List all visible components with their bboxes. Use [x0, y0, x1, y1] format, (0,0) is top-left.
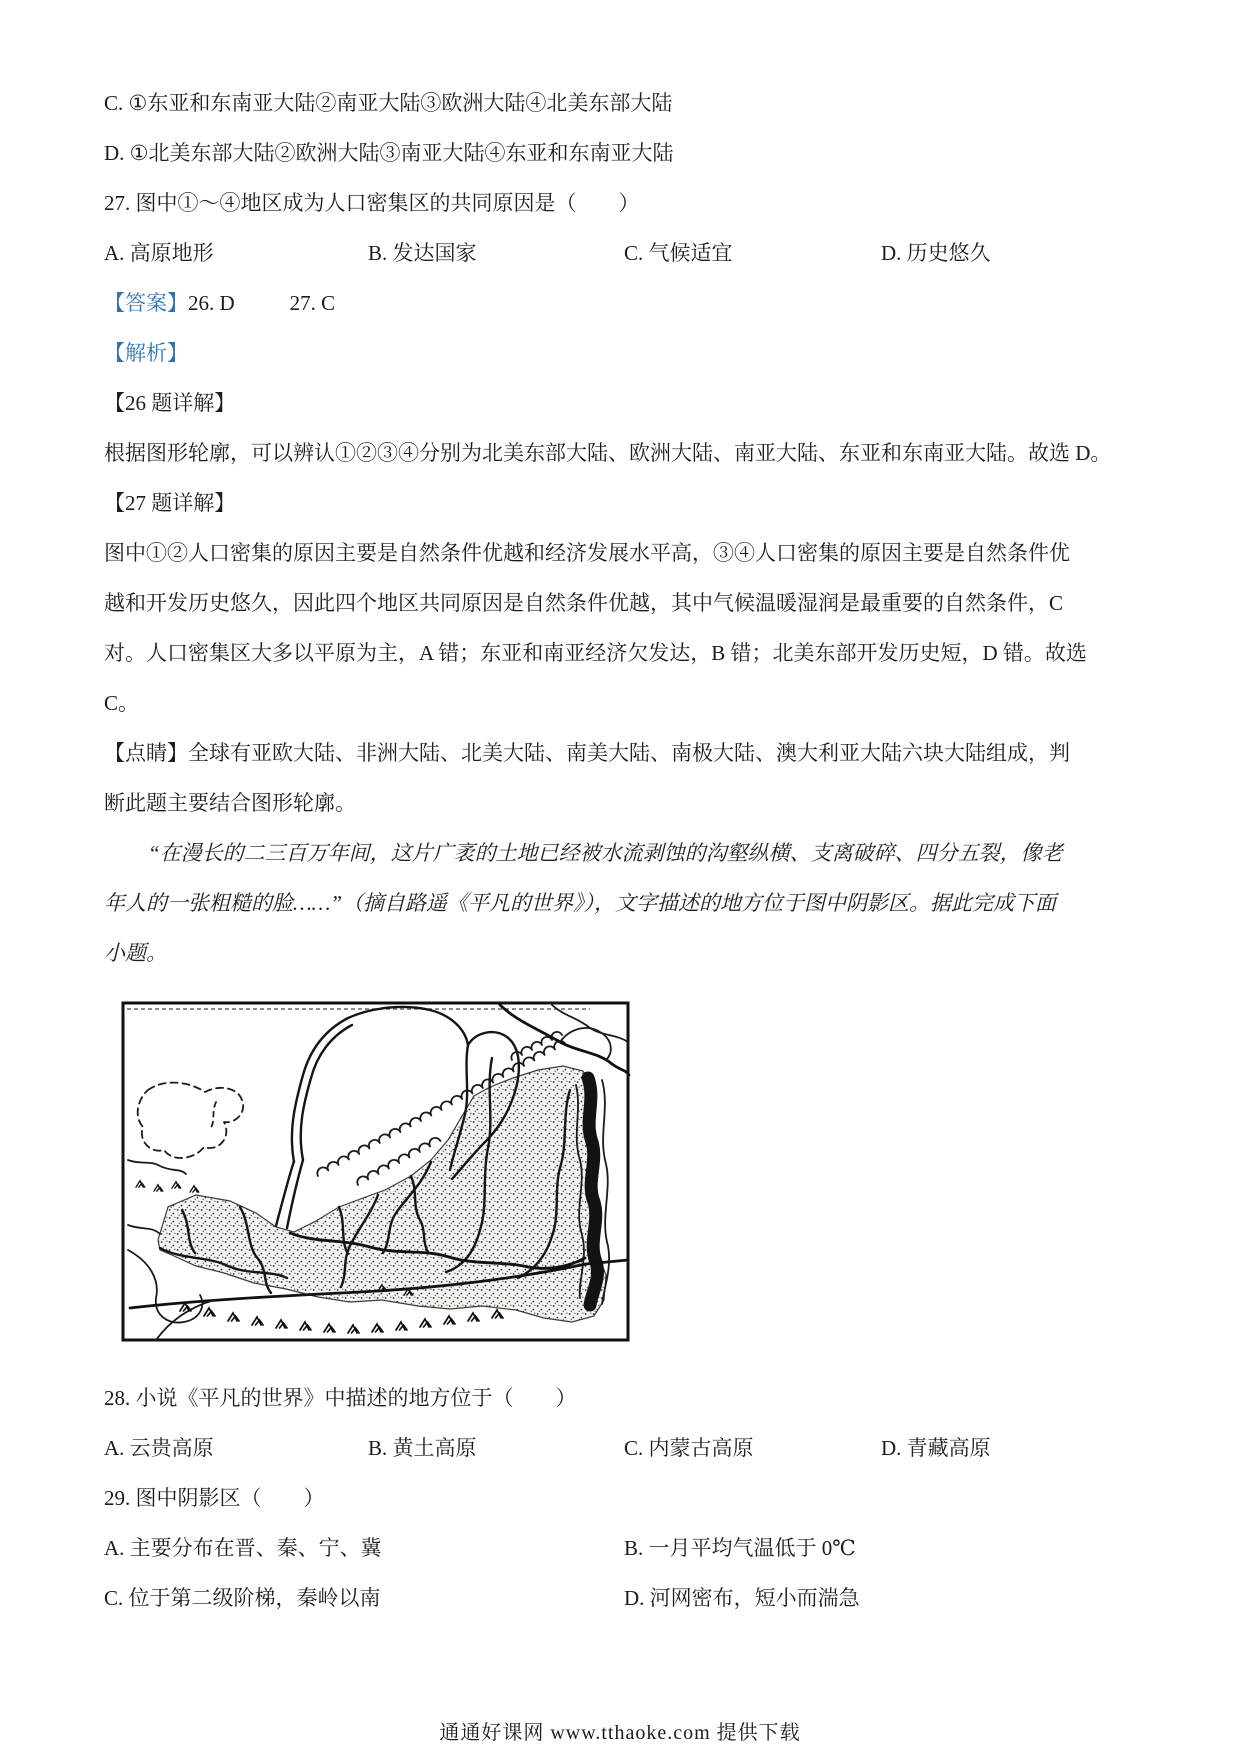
- q28-stem: 28. 小说《平凡的世界》中描述的地方位于（ ）: [104, 1386, 577, 1410]
- tip-text-1: 全球有亚欧大陆、非洲大陆、北美大陆、南美大陆、南极大陆、澳大利亚大陆六块大陆组成，判: [188, 741, 1070, 765]
- tip-line-1: [104, 728, 1144, 778]
- detail27-line-1: 图中①②人口密集的原因主要是自然条件优越和经济发展水平高，③④人口密集的原因主要是自然条件优: [104, 541, 1070, 565]
- q29-option-a: A. 主要分布在晋、秦、宁、冀: [104, 1536, 382, 1560]
- q29-options-row-2: [104, 1573, 1144, 1623]
- q26-option-c: C. ①东亚和东南亚大陆②南亚大陆③欧洲大陆④北美东部大陆: [104, 91, 673, 115]
- q27-option-d: D. 历史悠久: [881, 241, 991, 265]
- analysis-heading: [104, 328, 1144, 378]
- detail27-line-4: C。: [104, 691, 140, 715]
- detail27-heading: 【27 题详解】: [104, 491, 236, 515]
- detail27-line-3: 对。人口密集区大多以平原为主，A 错；东亚和南亚经济欠发达，B 错；北美东部开发历史短，D 错。故选: [104, 641, 1087, 665]
- q28-option-b: B. 黄土高原: [368, 1436, 477, 1460]
- loess-plateau-map: [120, 1000, 631, 1343]
- detail27-line-2: 越和开发历史悠久，因此四个地区共同原因是自然条件优越，其中气候温暖湿润是最重要的自然条件，C: [104, 591, 1064, 615]
- q28-option-c: C. 内蒙古高原: [624, 1436, 754, 1460]
- q27-option-c: C. 气候适宜: [624, 241, 733, 265]
- analysis-tag: 【解析】: [104, 341, 188, 365]
- question-figure: [120, 1000, 1144, 1343]
- detail26-heading: 【26 题详解】: [104, 391, 236, 415]
- answer-line: [104, 278, 1144, 328]
- q27-stem: 27. 图中①～④地区成为人口密集区的共同原因是（ ）: [104, 191, 640, 215]
- q27-option-a: A. 高原地形: [104, 241, 214, 265]
- q29-option-c: C. 位于第二级阶梯，秦岭以南: [104, 1586, 381, 1610]
- q29-option-b: B. 一月平均气温低于 0℃: [624, 1536, 856, 1560]
- answer-q27: 27. C: [289, 291, 336, 315]
- passage-line-2: 年人的一张粗糙的脸……”（摘自路遥《平凡的世界》），文字描述的地方位于图中阴影区。据此完成下面: [104, 891, 1057, 915]
- watermark-footer: 通通好课网 www.tthaoke.com 提供下载: [439, 1722, 801, 1744]
- q28-option-a: A. 云贵高原: [104, 1436, 214, 1460]
- q28-option-d: D. 青藏高原: [881, 1436, 991, 1460]
- desert-outline: [138, 1083, 243, 1158]
- left-mountains: [136, 1181, 199, 1192]
- tip-line-2: 断此题主要结合图形轮廓。: [104, 791, 356, 815]
- q29-option-d: D. 河网密布，短小而湍急: [624, 1586, 860, 1610]
- q27-options-row: [104, 228, 1144, 278]
- q28-options-row: [104, 1423, 1144, 1473]
- passage-line-1: “在漫长的二三百万年间，这片广袤的土地已经被水流剥蚀的沟壑纵横、支离破碎、四分五裂，像老: [148, 841, 1063, 865]
- answer-q26: 26. D: [188, 291, 235, 315]
- q27-option-b: B. 发达国家: [368, 241, 477, 265]
- tip-tag: 【点睛】: [104, 741, 188, 765]
- detail26-text: 根据图形轮廓，可以辨认①②③④分别为北美东部大陆、欧洲大陆、南亚大陆、东亚和东南亚大陆。故选 D。: [104, 441, 1112, 465]
- answer-tag: 【答案】: [104, 291, 188, 315]
- q26-option-d: D. ①北美东部大陆②欧洲大陆③南亚大陆④东亚和东南亚大陆: [104, 141, 674, 165]
- q29-stem: 29. 图中阴影区（ ）: [104, 1486, 325, 1510]
- q29-options-row-1: [104, 1523, 1144, 1573]
- passage-line-3: 小题。: [104, 941, 167, 965]
